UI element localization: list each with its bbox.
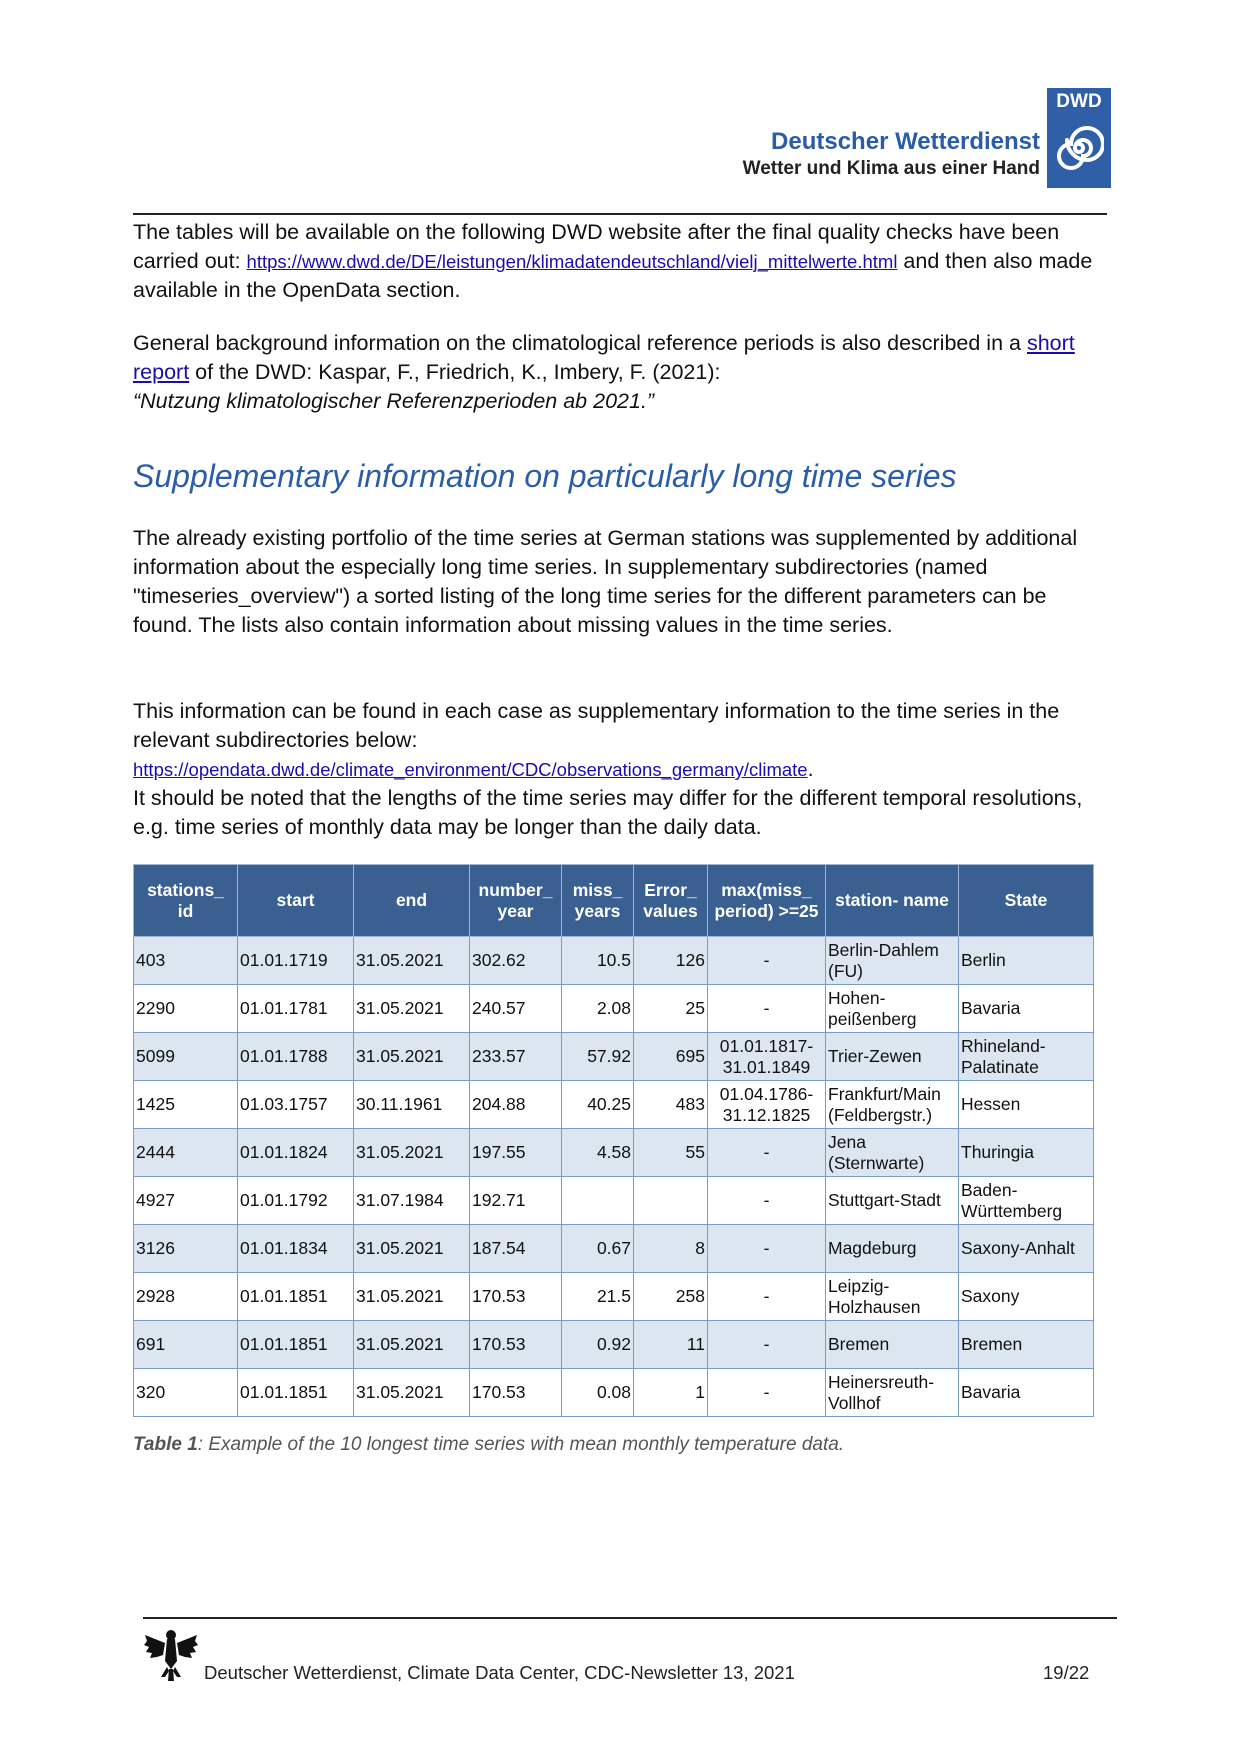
cell-station-id: 1425 xyxy=(134,1081,238,1129)
paragraph-portfolio: The already existing portfolio of the time series at German stations was supplemented by additional information about the especially long time series. In supplementary subdirectories (named "timeseries_overview") a sorted listing of the long time series for the different parameters can be found. The lists also contain information about missing values in the time series. xyxy=(133,526,1078,637)
cell-start: 01.01.1851 xyxy=(238,1369,354,1417)
table-row xyxy=(134,1081,1094,1129)
cell-number-year: 170.53 xyxy=(470,1321,562,1369)
caption-text: : Example of the 10 longest time series with mean monthly temperature data. xyxy=(197,1434,845,1455)
cell-station-name: Magdeburg xyxy=(826,1225,959,1273)
cell-miss-years: 0.67 xyxy=(562,1225,634,1273)
logo-abbr: DWD xyxy=(1056,91,1102,112)
table-caption xyxy=(133,1434,844,1456)
org-tagline: Wetter und Klima aus einer Hand xyxy=(742,158,1040,179)
cell-start: 01.03.1757 xyxy=(238,1081,354,1129)
cell-station-name: Heinersreuth-Vollhof xyxy=(826,1369,959,1417)
table-row xyxy=(134,937,1094,985)
cell-start: 01.01.1824 xyxy=(238,1129,354,1177)
opendata-link[interactable]: https://opendata.dwd.de/climate_environment/CDC/observations_germany/climate xyxy=(133,759,808,780)
cell-station-name: Leipzig-Holzhausen xyxy=(826,1273,959,1321)
page-number: 19/22 xyxy=(1043,1662,1090,1683)
cell-error-values: 695 xyxy=(634,1033,708,1081)
dwd-logo xyxy=(1047,88,1111,188)
paragraph-location xyxy=(133,697,1093,842)
cell-number-year: 240.57 xyxy=(470,985,562,1033)
cell-number-year: 170.53 xyxy=(470,1369,562,1417)
header-divider xyxy=(133,213,1107,215)
header-station-id: stations_ id xyxy=(134,865,238,937)
cell-station-id: 4927 xyxy=(134,1177,238,1225)
cell-max-miss-period: - xyxy=(708,1177,826,1225)
header-state: State xyxy=(959,865,1094,937)
cell-station-id: 691 xyxy=(134,1321,238,1369)
cell-state: Rhineland-Palatinate xyxy=(959,1033,1094,1081)
cell-miss-years: 4.58 xyxy=(562,1129,634,1177)
cell-miss-years: 57.92 xyxy=(562,1033,634,1081)
cell-max-miss-period: - xyxy=(708,1273,826,1321)
spiral-icon xyxy=(1054,120,1104,176)
cell-end: 31.05.2021 xyxy=(354,985,470,1033)
cell-state: Bavaria xyxy=(959,985,1094,1033)
cell-state: Saxony-Anhalt xyxy=(959,1225,1094,1273)
cell-end: 31.07.1984 xyxy=(354,1177,470,1225)
para4-text-b: It should be noted that the lengths of the time series may differ for the different temporal resolutions, e.g. time series of monthly data may be longer than the daily data. xyxy=(133,786,1083,839)
cell-number-year: 302.62 xyxy=(470,937,562,985)
footer-text: Deutscher Wetterdienst, Climate Data Center, CDC-Newsletter 13, 2021 xyxy=(204,1662,795,1683)
cell-end: 31.05.2021 xyxy=(354,1033,470,1081)
cell-end: 31.05.2021 xyxy=(354,1321,470,1369)
table-body xyxy=(134,937,1094,1417)
cell-miss-years: 0.92 xyxy=(562,1321,634,1369)
cell-start: 01.01.1719 xyxy=(238,937,354,985)
cell-max-miss-period: - xyxy=(708,1225,826,1273)
cell-number-year: 233.57 xyxy=(470,1033,562,1081)
cell-error-values xyxy=(634,1177,708,1225)
cell-max-miss-period: 01.04.1786-31.12.1825 xyxy=(708,1081,826,1129)
cell-error-values: 483 xyxy=(634,1081,708,1129)
cell-number-year: 187.54 xyxy=(470,1225,562,1273)
cell-miss-years xyxy=(562,1177,634,1225)
short-report-link[interactable]: short report xyxy=(133,331,1075,384)
cell-end: 31.05.2021 xyxy=(354,1369,470,1417)
cell-station-id: 5099 xyxy=(134,1033,238,1081)
cell-station-id: 3126 xyxy=(134,1225,238,1273)
cell-miss-years: 40.25 xyxy=(562,1081,634,1129)
dwd-logo-text xyxy=(720,128,1040,182)
header-error-values: Error_ values xyxy=(634,865,708,937)
federal-eagle-icon xyxy=(143,1625,199,1683)
cell-error-values: 11 xyxy=(634,1321,708,1369)
para2-text-a: General background information on the climatological reference periods is also described in a xyxy=(133,331,1027,355)
cell-station-name: Jena (Sternwarte) xyxy=(826,1129,959,1177)
cell-state: Berlin xyxy=(959,937,1094,985)
table-row xyxy=(134,1369,1094,1417)
cell-max-miss-period: - xyxy=(708,985,826,1033)
cell-station-id: 320 xyxy=(134,1369,238,1417)
cell-error-values: 8 xyxy=(634,1225,708,1273)
cell-state: Thuringia xyxy=(959,1129,1094,1177)
time-series-table xyxy=(133,864,1094,1417)
header-miss-years: miss_ years xyxy=(562,865,634,937)
cell-end: 31.05.2021 xyxy=(354,1129,470,1177)
cell-state: Baden-Württemberg xyxy=(959,1177,1094,1225)
para2-text-b: of the DWD: Kaspar, F., Friedrich, K., Imbery, F. (2021): xyxy=(189,360,721,384)
cell-station-name: Hohen-peißenberg xyxy=(826,985,959,1033)
para1-text-b: and then also made available in the OpenData section. xyxy=(133,249,1093,302)
cell-state: Hessen xyxy=(959,1081,1094,1129)
table-row xyxy=(134,1273,1094,1321)
cell-number-year: 197.55 xyxy=(470,1129,562,1177)
cell-max-miss-period: - xyxy=(708,1369,826,1417)
cell-station-id: 403 xyxy=(134,937,238,985)
cell-start: 01.01.1834 xyxy=(238,1225,354,1273)
cell-max-miss-period: - xyxy=(708,1129,826,1177)
cell-station-id: 2928 xyxy=(134,1273,238,1321)
cell-error-values: 1 xyxy=(634,1369,708,1417)
section-heading: Supplementary information on particularly long time series xyxy=(133,458,957,494)
cell-start: 01.01.1792 xyxy=(238,1177,354,1225)
cell-station-name: Trier-Zewen xyxy=(826,1033,959,1081)
table-row xyxy=(134,1225,1094,1273)
cell-state: Bavaria xyxy=(959,1369,1094,1417)
cell-error-values: 55 xyxy=(634,1129,708,1177)
cell-station-name: Berlin-Dahlem (FU) xyxy=(826,937,959,985)
footer-divider xyxy=(143,1617,1117,1619)
report-title-quote: “Nutzung klimatologischer Referenzperioden ab 2021.” xyxy=(133,389,655,413)
cell-station-id: 2444 xyxy=(134,1129,238,1177)
cell-max-miss-period: 01.01.1817-31.01.1849 xyxy=(708,1033,826,1081)
cell-end: 31.05.2021 xyxy=(354,937,470,985)
table-row xyxy=(134,985,1094,1033)
cell-miss-years: 10.5 xyxy=(562,937,634,985)
para4-text-a: This information can be found in each case as supplementary information to the time series in the relevant subdirectories below: xyxy=(133,699,1060,752)
cell-number-year: 192.71 xyxy=(470,1177,562,1225)
cell-miss-years: 21.5 xyxy=(562,1273,634,1321)
cell-state: Bremen xyxy=(959,1321,1094,1369)
header-start: start xyxy=(238,865,354,937)
cell-station-id: 2290 xyxy=(134,985,238,1033)
cell-start: 01.01.1781 xyxy=(238,985,354,1033)
cell-end: 31.05.2021 xyxy=(354,1273,470,1321)
cell-station-name: Frankfurt/Main (Feldbergstr.) xyxy=(826,1081,959,1129)
paragraph-availability xyxy=(133,218,1093,305)
org-name: Deutscher Wetterdienst xyxy=(771,128,1040,155)
caption-label: Table 1 xyxy=(133,1434,198,1455)
table-row xyxy=(134,1033,1094,1081)
cell-start: 01.01.1851 xyxy=(238,1321,354,1369)
cell-start: 01.01.1788 xyxy=(238,1033,354,1081)
link-suffix: . xyxy=(807,757,814,781)
cell-max-miss-period: - xyxy=(708,1321,826,1369)
cell-station-name: Stuttgart-Stadt xyxy=(826,1177,959,1225)
table-row xyxy=(134,1129,1094,1177)
cell-max-miss-period: - xyxy=(708,937,826,985)
cell-state: Saxony xyxy=(959,1273,1094,1321)
cell-miss-years: 2.08 xyxy=(562,985,634,1033)
cell-error-values: 126 xyxy=(634,937,708,985)
table-header-row xyxy=(134,865,1094,937)
table-row xyxy=(134,1177,1094,1225)
header-station-name: station- name xyxy=(826,865,959,937)
para1-text-a: The tables will be available on the following DWD website after the final quality checks have been carried out: xyxy=(133,220,1060,273)
cell-miss-years: 0.08 xyxy=(562,1369,634,1417)
table-row xyxy=(134,1321,1094,1369)
header-max-miss-period: max(miss_ period) >=25 xyxy=(708,865,826,937)
cell-station-name: Bremen xyxy=(826,1321,959,1369)
cell-error-values: 258 xyxy=(634,1273,708,1321)
paragraph-background xyxy=(133,329,1093,416)
cell-end: 31.05.2021 xyxy=(354,1225,470,1273)
cell-error-values: 25 xyxy=(634,985,708,1033)
cell-end: 30.11.1961 xyxy=(354,1081,470,1129)
cell-start: 01.01.1851 xyxy=(238,1273,354,1321)
dwd-website-link[interactable]: https://www.dwd.de/DE/leistungen/klimadatendeutschland/vielj_mittelwerte.html xyxy=(246,251,898,272)
header-end: end xyxy=(354,865,470,937)
cell-number-year: 204.88 xyxy=(470,1081,562,1129)
header-number-year: number_ year xyxy=(470,865,562,937)
cell-number-year: 170.53 xyxy=(470,1273,562,1321)
